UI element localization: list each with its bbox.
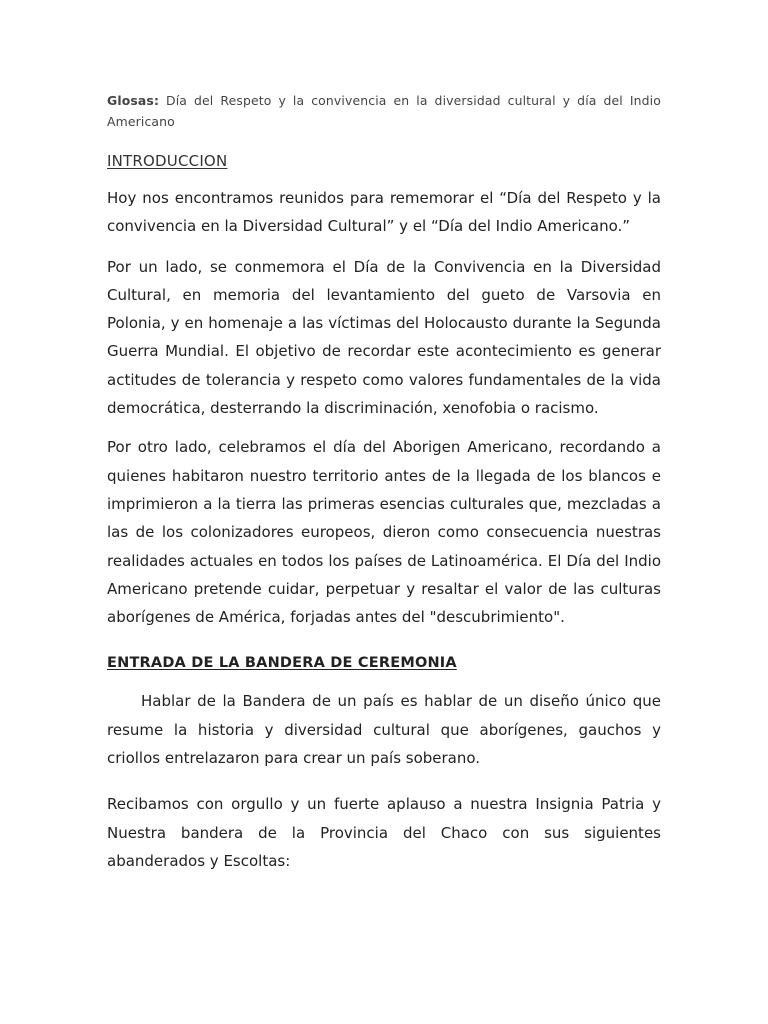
intro-paragraph-3: Por otro lado, celebramos el día del Aborigen Americano, recordando a quienes habitaron nuestro territorio antes de la llegada de los blancos e imprimieron a la tierra las primeras esencias culturales que, mezcladas a las de los colonizadores europeos, dieron como consecuencia nuestras realidades actuales en todos los países de Latinoamérica. El Día del Indio Americano pretende cuidar, perpetuar y resaltar el valor de las culturas aborígenes de América, forjadas antes del "descubrimiento". xyxy=(107,438,661,627)
glosas-text: Día del Respeto y la convivencia en la diversidad cultural y día del Indio Americano xyxy=(107,93,661,129)
glosas-line xyxy=(107,90,661,132)
intro-paragraph-2: Por un lado, se conmemora el Día de la Convivencia en la Diversidad Cultural, en memoria del levantamiento del gueto de Varsovia en Polonia, y en homenaje a las víctimas del Holocausto durante la Segunda Guerra Mundial. El objetivo de recordar este acontecimiento es generar actitudes de tolerancia y respeto como valores fundamentales de la vida democrática, desterrando la discriminación, xenofobia o racismo. xyxy=(107,257,661,418)
glosas-label: Glosas: xyxy=(107,93,160,108)
entrada-heading: ENTRADA DE LA BANDERA DE CEREMONIA xyxy=(107,655,457,672)
entrada-paragraph-1: Hablar de la Bandera de un país es hablar de un diseño único que resume la historia y diversidad cultural que aborígenes, gauchos y criollos entrelazaron para crear un país soberano. xyxy=(107,692,661,768)
introduccion-heading: INTRODUCCION xyxy=(107,152,228,170)
entrada-paragraph-2: Recibamos con orgullo y un fuerte aplauso a nuestra Insignia Patria y Nuestra bandera de la Provincia del Chaco con sus siguientes abanderados y Escoltas: xyxy=(107,795,661,870)
intro-paragraph-1: Hoy nos encontramos reunidos para rememorar el “Día del Respeto y la convivencia en la Diversidad Cultural” y el “Día del Indio Americano.” xyxy=(107,189,661,236)
document-page xyxy=(107,90,661,875)
